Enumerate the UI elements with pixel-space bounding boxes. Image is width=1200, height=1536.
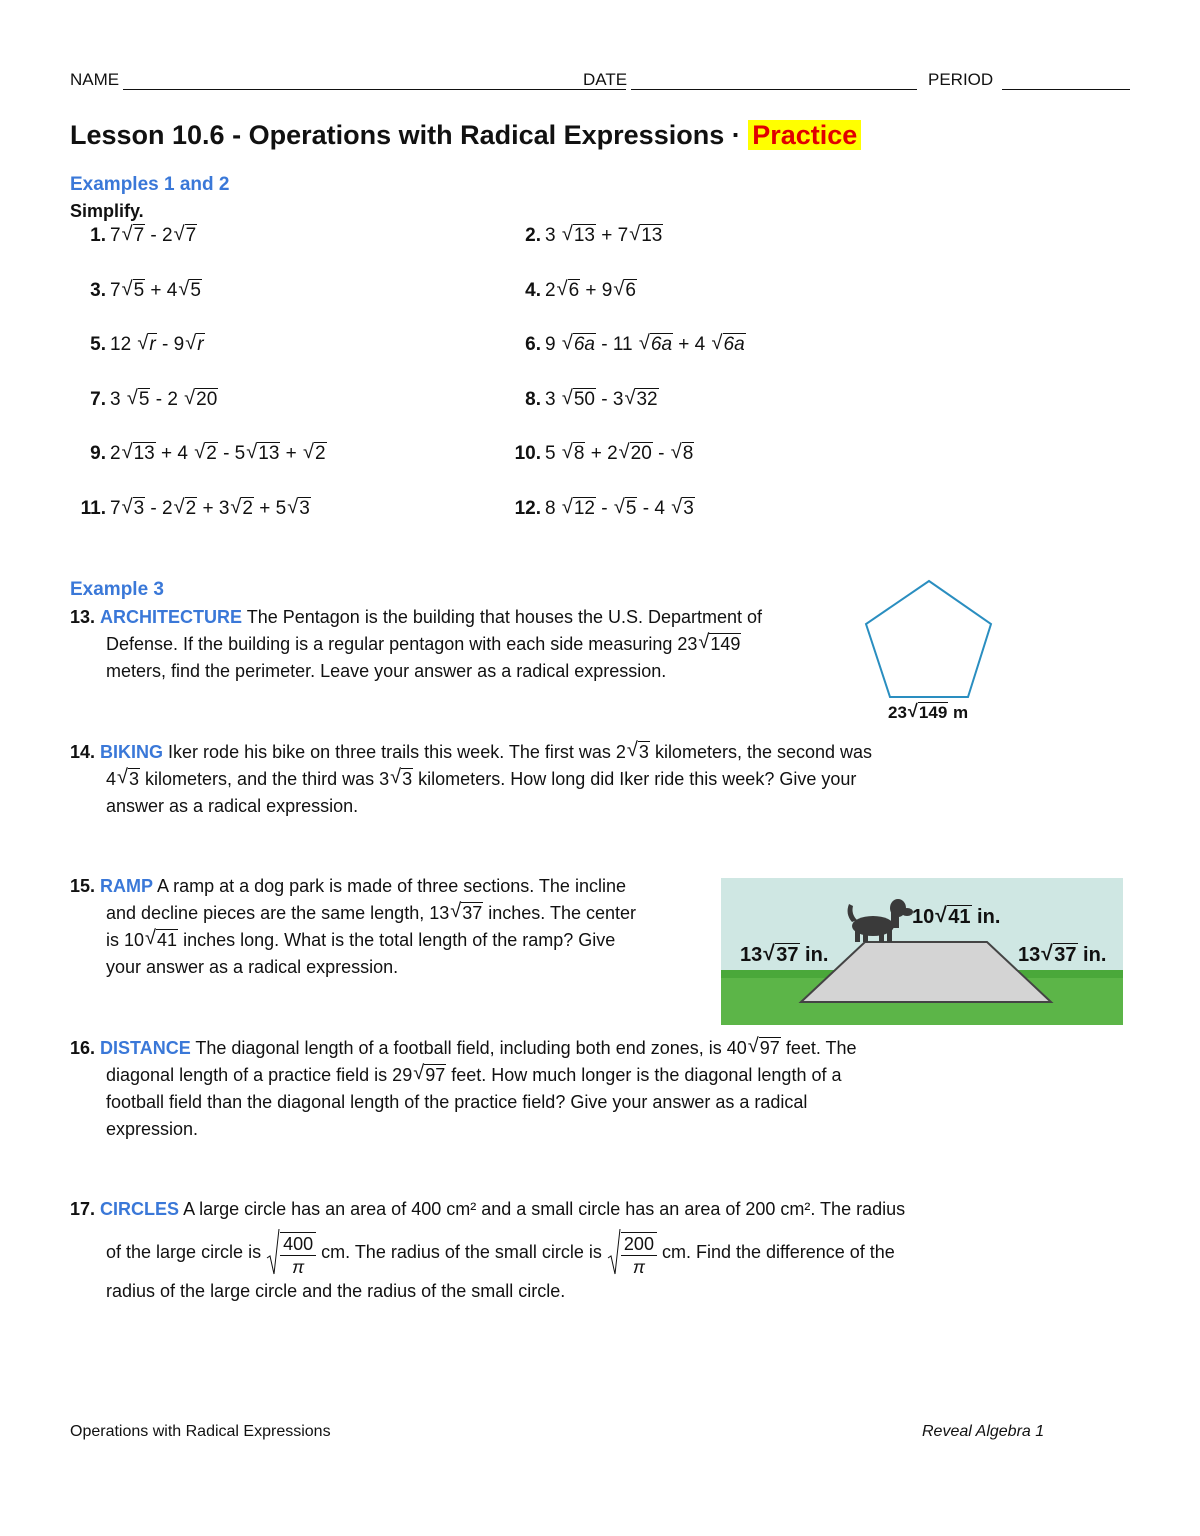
- problem-4: [505, 280, 637, 302]
- expression-text: - 9: [156, 334, 185, 355]
- page-title: [70, 120, 861, 151]
- problem-keyword: ARCHITECTURE: [100, 607, 243, 627]
- pentagon-side-label: 23 √ 149 m: [888, 701, 969, 722]
- problem-number: 17.: [70, 1199, 96, 1219]
- problem-7: [70, 389, 218, 411]
- radical: √ 7: [121, 223, 145, 246]
- ramp-top-label: 10 √ 41 in.: [912, 904, 1001, 928]
- radical-fraction-200: $\frac{200}{\pi}$: [607, 1228, 657, 1278]
- problem-keyword: DISTANCE: [100, 1038, 191, 1058]
- radical: √ 3: [626, 739, 649, 762]
- pentagon-shape: [866, 581, 991, 697]
- problem-number: 2.: [525, 225, 541, 246]
- radical: √ 149: [698, 631, 741, 654]
- expression-text: - 11: [596, 334, 638, 355]
- problem-number: 11.: [80, 498, 106, 519]
- expression-text: 7: [110, 225, 121, 246]
- expression-text: + 5: [254, 498, 287, 519]
- expression-text: + 2: [585, 443, 618, 464]
- name-line: [123, 89, 626, 90]
- date-line: [631, 89, 917, 90]
- expression-text: 2: [110, 443, 121, 464]
- simplify-instruction: Simplify.: [70, 201, 144, 221]
- problem-number: 7.: [90, 389, 106, 410]
- ramp-left-label: 13 √ 37 in.: [740, 942, 829, 966]
- problem-number: 5.: [90, 334, 106, 355]
- period-label: PERIOD: [928, 70, 994, 89]
- expression-text: 9: [545, 334, 561, 355]
- problem-number: 1.: [90, 225, 106, 246]
- expression-text: + 3: [197, 498, 230, 519]
- footer-left: Operations with Radical Expressions: [70, 1423, 331, 1440]
- problem-16: 16. DISTANCE The diagonal length of a football field, including both end zones, is 40 √ 97 feet. The diagonal length of a practice field is 29 √ 97 feet. How much longer is the diagonal length of a football field than the diagonal length of the practice field? Give your answer as a radical expression.: [70, 1035, 857, 1139]
- problem-number: 10.: [514, 443, 541, 464]
- radical: √ 6: [613, 278, 636, 301]
- radical: √ 8: [670, 441, 694, 464]
- problem-text: The Pentagon is the building that houses the U.S. Department of: [242, 607, 763, 627]
- radical: √ 6a: [561, 332, 595, 355]
- expression-text: - 4: [637, 498, 671, 519]
- radical: √ 2: [303, 441, 326, 464]
- problem-number: 8.: [525, 389, 541, 410]
- problem-number: 13.: [70, 607, 96, 627]
- radical: √ 12: [561, 496, 595, 519]
- radical: √ 7: [173, 223, 197, 246]
- problem-text: meters, find the perimeter. Leave your answer as a radical expression.: [106, 661, 667, 681]
- expression-text: - 3: [596, 389, 624, 410]
- radical: √ 20: [618, 441, 652, 464]
- radical: √ 6: [556, 278, 580, 301]
- section-heading-example-3: Example 3: [70, 579, 164, 600]
- problem-10: [505, 443, 694, 465]
- problem-8: [505, 389, 659, 411]
- radical: √ r: [185, 332, 204, 355]
- period-line: [1002, 89, 1130, 90]
- problem-number: 6.: [525, 334, 541, 355]
- radical: √ 3: [390, 766, 413, 789]
- radical: √ 5: [126, 387, 150, 410]
- radical: √ 3: [287, 496, 310, 519]
- problem-14: 14. BIKING Iker rode his bike on three trails this week. The first was 2 √ 3 kilometers, the second was 4 √ 3 kilometers, and the third was 3 √ 3 kilometers. How long did Iker ride this week? Give your answer as a radical expression.: [70, 739, 873, 816]
- radical: √ 20: [184, 387, 218, 410]
- expression-text: + 4: [145, 280, 178, 301]
- expression-text: +: [280, 443, 303, 464]
- expression-text: 8: [545, 498, 561, 519]
- radical: √ 5: [178, 278, 201, 301]
- radical: √ 5: [121, 278, 145, 301]
- radical: √ 8: [561, 441, 585, 464]
- problem-3: [70, 280, 202, 302]
- problem-keyword: CIRCLES: [100, 1199, 180, 1219]
- expression-text: + 7: [596, 225, 629, 246]
- radical: √ 13: [629, 223, 663, 246]
- radical: √ 13: [561, 223, 595, 246]
- radical: √ 2: [173, 496, 197, 519]
- expression-text: 3: [545, 389, 561, 410]
- radical: √ 50: [561, 387, 595, 410]
- expression-text: + 9: [580, 280, 613, 301]
- problem-number: 15.: [70, 876, 96, 896]
- radical: √ 41: [145, 927, 178, 950]
- expression-text: 7: [110, 280, 121, 301]
- radical: √ 3: [671, 496, 694, 519]
- problem-number: 14.: [70, 742, 96, 762]
- problem-keyword: BIKING: [100, 742, 164, 762]
- problem-number: 9.: [90, 443, 106, 464]
- expression-text: 5: [545, 443, 561, 464]
- problem-2: [505, 225, 663, 247]
- expression-text: - 5: [217, 443, 246, 464]
- ramp-right-label: 13 √ 37 in.: [1018, 942, 1107, 966]
- problem-number: 12.: [514, 498, 541, 519]
- expression-text: 7: [110, 498, 121, 519]
- expression-text: 3: [545, 225, 561, 246]
- problem-15: 15. RAMP A ramp at a dog park is made of three sections. The incline and decline pieces are the same length, 13 √ 37 inches. The center is 10 √ 41 inches long. What is the total length of the ramp? Give your answer as a radical expression.: [70, 876, 637, 977]
- problem-12: [505, 498, 695, 520]
- radical: √ 2: [230, 496, 253, 519]
- problem-number: 3.: [90, 280, 106, 301]
- radical: √ 97: [413, 1062, 446, 1085]
- radical: √ 37: [450, 900, 483, 923]
- problem-17: 17. CIRCLES A large circle has an area of 400 cm² and a small circle has an area of 200 cm². The radius of the large circle is $\frac{400}{\pi}$ cm. The radius of the small circle is $\frac{200}{\pi}$ cm. Find the difference of the radius of the large circle and the radius of the small circle.: [70, 1199, 906, 1302]
- radical: √ 97: [747, 1035, 780, 1058]
- problem-5: [70, 334, 205, 356]
- radical: √ 13: [246, 441, 280, 464]
- footer-right: Reveal Algebra 1: [922, 1423, 1045, 1440]
- radical: √ 6a: [711, 332, 745, 355]
- expression-text: 3: [110, 389, 126, 410]
- problem-11: [70, 498, 311, 520]
- radical: √ 5: [613, 496, 637, 519]
- radical: √ 3: [121, 496, 145, 519]
- problem-keyword: RAMP: [100, 876, 154, 896]
- radical-fraction-400: $\frac{400}{\pi}$: [266, 1228, 316, 1278]
- expression-text: -: [652, 443, 670, 464]
- problem-number: 4.: [525, 280, 541, 301]
- title-dot: ·: [731, 120, 741, 150]
- radical: √ 32: [624, 387, 658, 410]
- student-info-header: [70, 70, 1130, 92]
- problem-1: [70, 225, 197, 247]
- section-heading-examples-1-2: Examples 1 and 2: [70, 174, 230, 195]
- problem-6: [505, 334, 746, 356]
- expression-text: 12: [110, 334, 137, 355]
- title-main: Lesson 10.6 - Operations with Radical Expressions: [70, 120, 725, 150]
- problem-number: 16.: [70, 1038, 96, 1058]
- problem-text: Defense. If the building is a regular pentagon with each side measuring 23: [106, 634, 698, 654]
- expression-text: + 4: [673, 334, 711, 355]
- date-label: DATE: [583, 70, 628, 89]
- problem-9: [70, 443, 327, 465]
- expression-text: + 4: [155, 443, 194, 464]
- problem-13: [70, 604, 840, 685]
- radical: √ r: [137, 332, 156, 355]
- name-label: NAME: [70, 70, 120, 89]
- expression-text: -: [596, 498, 613, 519]
- expression-text: 2: [545, 280, 556, 301]
- title-highlight: Practice: [748, 120, 861, 150]
- radical: √ 3: [117, 766, 140, 789]
- expression-text: - 2: [145, 225, 173, 246]
- radical: √ 2: [194, 441, 217, 464]
- expression-text: - 2: [150, 389, 184, 410]
- expression-text: - 2: [145, 498, 173, 519]
- radical: √ 13: [121, 441, 155, 464]
- radical: √ 6a: [638, 332, 673, 355]
